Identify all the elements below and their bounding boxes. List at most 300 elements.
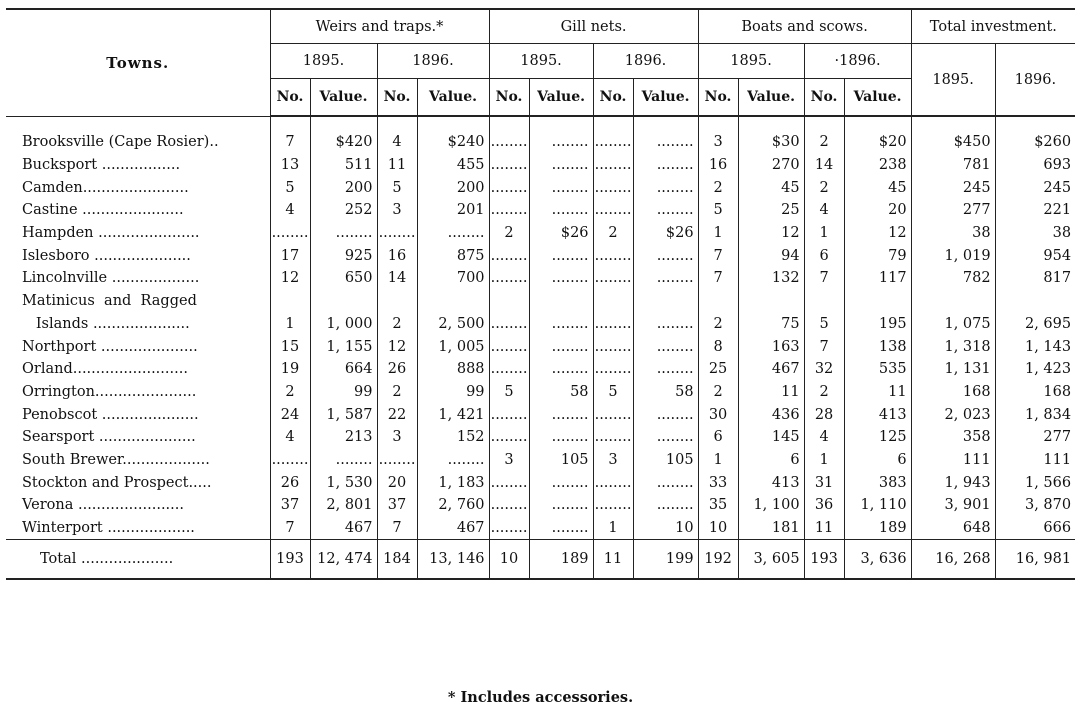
value-header: Value. — [310, 79, 377, 117]
value-cell: ........ — [633, 154, 698, 177]
town-name: Winterport ................... — [6, 517, 270, 540]
count-cell: ........ — [593, 154, 633, 177]
total-row — [6, 540, 1075, 580]
value-cell: 817 — [1043, 270, 1072, 287]
count-cell: 32 — [804, 358, 844, 381]
value-cell: ........ — [529, 494, 593, 517]
town-name: Castine ...................... — [6, 199, 270, 222]
value-cell: $260 — [1034, 134, 1072, 151]
value-cell: 1, 019 — [911, 244, 995, 267]
table-row — [6, 267, 1075, 290]
value-cell: 163 — [738, 335, 804, 358]
count-cell: 5 — [270, 176, 310, 199]
total-investment-header: Total investment. — [911, 9, 1075, 44]
count-cell: ........ — [489, 426, 529, 449]
value-cell: ........ — [633, 244, 698, 267]
value-cell: 13, 146 — [417, 540, 489, 580]
value-cell: 648 — [911, 517, 995, 540]
weirs-1895-header: 1895. — [270, 44, 377, 79]
count-cell: 1 — [804, 222, 844, 245]
town-name: South Brewer................... — [6, 449, 270, 472]
value-cell: 1, 100 — [738, 494, 804, 517]
town-name: Searsport ..................... — [6, 426, 270, 449]
value-cell: 888 — [417, 358, 489, 381]
count-cell: ........ — [489, 154, 529, 177]
town-name: Penobscot ..................... — [6, 403, 270, 426]
gill-1896-header: 1896. — [593, 44, 698, 79]
value-cell: 1, 005 — [417, 335, 489, 358]
value-cell: 1, 318 — [911, 335, 995, 358]
value-cell: 45 — [844, 176, 911, 199]
town-name: Islands ..................... — [6, 313, 270, 336]
value-cell: 1, 943 — [911, 471, 995, 494]
weirs-header: Weirs and traps.* — [270, 9, 489, 44]
count-cell: 25 — [698, 358, 738, 381]
count-cell — [270, 290, 310, 313]
gill-1895-header: 1895. — [489, 44, 593, 79]
value-cell: 200 — [310, 176, 377, 199]
value-cell: ........ — [529, 426, 593, 449]
count-cell: ........ — [489, 267, 529, 290]
count-cell: ........ — [489, 131, 529, 154]
table-row — [6, 131, 1075, 154]
count-cell: 3 — [698, 131, 738, 154]
count-cell: ........ — [377, 449, 417, 472]
count-cell: 2 — [804, 131, 844, 154]
count-cell: 24 — [270, 403, 310, 426]
total-1895-header: 1895. — [911, 44, 995, 117]
count-cell: 4 — [270, 426, 310, 449]
count-cell: 5 — [377, 176, 417, 199]
count-cell: 7 — [804, 267, 844, 290]
table-row — [6, 222, 1075, 245]
value-cell: 20 — [844, 199, 911, 222]
value-cell: 664 — [310, 358, 377, 381]
count-cell: 1 — [593, 517, 633, 540]
value-cell: ........ — [310, 449, 377, 472]
count-cell: 11 — [804, 517, 844, 540]
table-row — [6, 381, 1075, 404]
table-row — [6, 517, 1075, 540]
town-name: Islesboro ..................... — [6, 244, 270, 267]
value-cell: $26 — [633, 222, 698, 245]
count-cell: 3 — [593, 449, 633, 472]
value-cell: 10 — [633, 517, 698, 540]
value-cell: 383 — [844, 471, 911, 494]
count-cell: 37 — [270, 494, 310, 517]
count-cell: ........ — [489, 335, 529, 358]
count-cell: 4 — [377, 131, 417, 154]
value-cell: ........ — [529, 335, 593, 358]
value-cell: 3, 901 — [911, 494, 995, 517]
count-cell: 6 — [698, 426, 738, 449]
count-cell: 7 — [270, 131, 310, 154]
count-cell: 19 — [270, 358, 310, 381]
count-cell — [698, 290, 738, 313]
value-cell: 132 — [738, 267, 804, 290]
value-cell: 467 — [417, 517, 489, 540]
boats-1895-header: 1895. — [698, 44, 804, 79]
town-name: Matinicus and Ragged — [6, 290, 270, 313]
count-cell: 26 — [377, 358, 417, 381]
value-cell: 954 — [1043, 247, 1072, 264]
count-cell: 14 — [377, 267, 417, 290]
value-cell: 94 — [738, 244, 804, 267]
count-cell: 2 — [698, 176, 738, 199]
value-cell: 413 — [844, 403, 911, 426]
value-cell: $450 — [911, 131, 995, 154]
value-cell: 11 — [844, 381, 911, 404]
count-cell: 2 — [270, 381, 310, 404]
value-cell: ........ — [529, 471, 593, 494]
count-cell: 7 — [270, 517, 310, 540]
town-name: Brooksville (Cape Rosier).. — [6, 131, 270, 154]
spacer-row — [6, 116, 1075, 131]
value-cell: 467 — [738, 358, 804, 381]
town-name: Lincolnville ................... — [6, 267, 270, 290]
value-cell: 145 — [738, 426, 804, 449]
no-header: No. — [593, 79, 633, 117]
value-cell: 358 — [911, 426, 995, 449]
value-cell: 925 — [310, 244, 377, 267]
count-cell: 10 — [489, 540, 529, 580]
value-cell: ........ — [529, 176, 593, 199]
value-cell: ........ — [529, 403, 593, 426]
value-cell: ........ — [529, 517, 593, 540]
count-cell: ........ — [489, 244, 529, 267]
value-cell: 58 — [633, 381, 698, 404]
count-cell: 22 — [377, 403, 417, 426]
count-cell: 8 — [698, 335, 738, 358]
value-cell: ........ — [529, 358, 593, 381]
value-cell: 1, 143 — [1024, 338, 1072, 355]
value-cell: 238 — [844, 154, 911, 177]
value-cell — [911, 290, 995, 313]
value-cell: 1, 155 — [310, 335, 377, 358]
value-cell: ........ — [529, 313, 593, 336]
value-cell: 105 — [529, 449, 593, 472]
value-cell: 2, 760 — [417, 494, 489, 517]
value-cell: 221 — [1043, 202, 1072, 219]
count-cell: 26 — [270, 471, 310, 494]
value-cell: 195 — [844, 313, 911, 336]
value-cell: 16, 268 — [911, 540, 995, 580]
table-row — [6, 176, 1075, 199]
value-cell: 38 — [1052, 225, 1072, 242]
value-cell: 152 — [417, 426, 489, 449]
value-cell: 2, 023 — [911, 403, 995, 426]
value-cell: 189 — [529, 540, 593, 580]
no-header: No. — [377, 79, 417, 117]
table-row — [6, 335, 1075, 358]
value-cell: 105 — [633, 449, 698, 472]
table-wrapper — [6, 8, 1075, 580]
value-cell — [529, 290, 593, 313]
weirs-1896-header: 1896. — [377, 44, 489, 79]
value-cell: 99 — [417, 381, 489, 404]
value-cell: 270 — [738, 154, 804, 177]
boats-1896-header: ·1896. — [804, 44, 911, 79]
value-cell: $20 — [844, 131, 911, 154]
town-name: Orrington...................... — [6, 381, 270, 404]
count-cell: 16 — [377, 244, 417, 267]
table-row — [6, 199, 1075, 222]
value-cell: 1, 587 — [310, 403, 377, 426]
count-cell: ........ — [377, 222, 417, 245]
no-header: No. — [804, 79, 844, 117]
value-cell: 511 — [310, 154, 377, 177]
count-cell: 11 — [593, 540, 633, 580]
value-cell: 38 — [911, 222, 995, 245]
count-cell: ........ — [593, 335, 633, 358]
count-cell: ........ — [593, 176, 633, 199]
value-cell: ........ — [633, 199, 698, 222]
value-cell: 16, 981 — [995, 540, 1075, 580]
count-cell: 11 — [377, 154, 417, 177]
count-cell: ........ — [489, 176, 529, 199]
count-cell: ........ — [489, 471, 529, 494]
value-cell: 138 — [844, 335, 911, 358]
value-cell: 6 — [738, 449, 804, 472]
table-row — [6, 154, 1075, 177]
count-cell: 28 — [804, 403, 844, 426]
count-cell: ........ — [593, 267, 633, 290]
value-cell: ........ — [417, 449, 489, 472]
value-cell: 1, 834 — [1024, 406, 1072, 423]
count-cell: ........ — [489, 358, 529, 381]
value-cell: 3, 636 — [844, 540, 911, 580]
count-cell — [593, 290, 633, 313]
value-cell: ........ — [633, 267, 698, 290]
value-cell: 1, 423 — [1024, 361, 1072, 378]
value-header: Value. — [633, 79, 698, 117]
value-header: Value. — [844, 79, 911, 117]
value-cell: 245 — [1043, 179, 1072, 196]
value-cell: 1, 000 — [310, 313, 377, 336]
count-cell: 7 — [698, 244, 738, 267]
table-row — [6, 449, 1075, 472]
value-cell: 3, 605 — [738, 540, 804, 580]
value-cell: ........ — [417, 222, 489, 245]
table-row — [6, 313, 1075, 336]
value-cell: 111 — [911, 449, 995, 472]
value-cell: $30 — [738, 131, 804, 154]
count-cell: 3 — [377, 199, 417, 222]
count-cell: 12 — [377, 335, 417, 358]
count-cell: 193 — [270, 540, 310, 580]
count-cell: 16 — [698, 154, 738, 177]
count-cell: 5 — [593, 381, 633, 404]
no-header: No. — [489, 79, 529, 117]
count-cell: ........ — [593, 471, 633, 494]
value-cell: 213 — [310, 426, 377, 449]
value-cell: $240 — [417, 131, 489, 154]
value-cell: 1, 131 — [911, 358, 995, 381]
count-cell: ........ — [489, 494, 529, 517]
count-cell: 2 — [377, 313, 417, 336]
towns-header: Towns. — [6, 9, 270, 116]
count-cell: 184 — [377, 540, 417, 580]
value-cell: ........ — [529, 131, 593, 154]
count-cell: 10 — [698, 517, 738, 540]
value-cell: $26 — [529, 222, 593, 245]
count-cell: 7 — [804, 335, 844, 358]
value-cell: 782 — [911, 267, 995, 290]
value-cell: 875 — [417, 244, 489, 267]
value-cell: 199 — [633, 540, 698, 580]
count-cell: 15 — [270, 335, 310, 358]
value-cell: 1, 530 — [310, 471, 377, 494]
count-cell: 6 — [804, 244, 844, 267]
value-cell: 277 — [1043, 429, 1072, 446]
count-cell: 5 — [804, 313, 844, 336]
value-cell: 2, 695 — [1024, 315, 1072, 332]
value-cell: ........ — [633, 313, 698, 336]
value-cell: 11 — [738, 381, 804, 404]
value-cell: ........ — [529, 267, 593, 290]
value-cell: 12 — [844, 222, 911, 245]
count-cell: 2 — [804, 176, 844, 199]
value-cell: 1, 183 — [417, 471, 489, 494]
value-cell: 75 — [738, 313, 804, 336]
count-cell: 193 — [804, 540, 844, 580]
value-cell: 168 — [1043, 383, 1072, 400]
count-cell: 3 — [489, 449, 529, 472]
value-cell: 700 — [417, 267, 489, 290]
count-cell: 30 — [698, 403, 738, 426]
table-row — [6, 244, 1075, 267]
value-cell: 99 — [310, 381, 377, 404]
value-cell — [633, 290, 698, 313]
count-cell: 192 — [698, 540, 738, 580]
count-cell: 12 — [270, 267, 310, 290]
count-cell: 2 — [593, 222, 633, 245]
value-cell: $420 — [310, 131, 377, 154]
gill-nets-header: Gill nets. — [489, 9, 698, 44]
no-header: No. — [698, 79, 738, 117]
count-cell: ........ — [593, 313, 633, 336]
value-cell: 181 — [738, 517, 804, 540]
value-cell: 200 — [417, 176, 489, 199]
count-cell: 31 — [804, 471, 844, 494]
count-cell: 36 — [804, 494, 844, 517]
value-cell: 535 — [844, 358, 911, 381]
value-cell: 79 — [844, 244, 911, 267]
value-cell: ........ — [633, 403, 698, 426]
table-body — [6, 116, 1075, 579]
value-cell: 189 — [844, 517, 911, 540]
count-cell: 2 — [804, 381, 844, 404]
value-cell: ........ — [310, 222, 377, 245]
value-cell: 2, 500 — [417, 313, 489, 336]
value-cell: 436 — [738, 403, 804, 426]
count-cell: ........ — [593, 426, 633, 449]
count-cell: 1 — [804, 449, 844, 472]
count-cell: 7 — [377, 517, 417, 540]
town-name: Hampden ...................... — [6, 222, 270, 245]
count-cell: ........ — [489, 403, 529, 426]
count-cell: ........ — [593, 403, 633, 426]
table-row — [6, 290, 1075, 313]
count-cell — [804, 290, 844, 313]
value-cell: ........ — [633, 335, 698, 358]
count-cell — [489, 290, 529, 313]
table-row — [6, 403, 1075, 426]
value-cell: ........ — [633, 131, 698, 154]
value-header: Value. — [738, 79, 804, 117]
count-cell: 4 — [804, 199, 844, 222]
count-cell: 2 — [489, 222, 529, 245]
value-cell — [995, 290, 1075, 313]
count-cell: ........ — [489, 199, 529, 222]
count-cell: 5 — [489, 381, 529, 404]
value-cell: 277 — [911, 199, 995, 222]
value-cell: 781 — [911, 154, 995, 177]
value-cell: 2, 801 — [310, 494, 377, 517]
count-cell: 2 — [377, 381, 417, 404]
count-cell: ........ — [270, 222, 310, 245]
town-name: Orland......................... — [6, 358, 270, 381]
total-1896-header: 1896. — [995, 44, 1075, 117]
count-cell: 33 — [698, 471, 738, 494]
value-cell: 1, 110 — [844, 494, 911, 517]
value-cell: 111 — [1043, 451, 1072, 468]
value-cell: 45 — [738, 176, 804, 199]
town-name: Stockton and Prospect..... — [6, 471, 270, 494]
town-name: Verona ....................... — [6, 494, 270, 517]
value-header: Value. — [417, 79, 489, 117]
count-cell: 7 — [698, 267, 738, 290]
count-cell: 37 — [377, 494, 417, 517]
count-cell — [377, 290, 417, 313]
value-cell: 1, 075 — [911, 313, 995, 336]
value-cell: 467 — [310, 517, 377, 540]
value-cell: 12, 474 — [310, 540, 377, 580]
value-cell: ........ — [529, 199, 593, 222]
value-cell — [417, 290, 489, 313]
value-cell: ........ — [529, 244, 593, 267]
value-cell: ........ — [633, 494, 698, 517]
value-cell: ........ — [633, 426, 698, 449]
value-cell — [738, 290, 804, 313]
value-cell: 650 — [310, 267, 377, 290]
count-cell: 14 — [804, 154, 844, 177]
value-cell: 245 — [911, 176, 995, 199]
count-cell: ........ — [593, 358, 633, 381]
count-cell: ........ — [593, 131, 633, 154]
count-cell: ........ — [489, 517, 529, 540]
value-cell: ........ — [633, 358, 698, 381]
value-cell: 168 — [911, 381, 995, 404]
boats-header: Boats and scows. — [698, 9, 911, 44]
value-cell: 117 — [844, 267, 911, 290]
value-cell: 125 — [844, 426, 911, 449]
value-cell: 693 — [1043, 157, 1072, 174]
town-name: Northport ..................... — [6, 335, 270, 358]
value-cell: 6 — [844, 449, 911, 472]
town-name: Bucksport ................. — [6, 154, 270, 177]
no-header: No. — [270, 79, 310, 117]
count-cell: ........ — [593, 494, 633, 517]
value-cell — [844, 290, 911, 313]
value-cell: 25 — [738, 199, 804, 222]
count-cell: ........ — [489, 313, 529, 336]
footnote: * Includes accessories. — [447, 689, 634, 706]
value-cell — [310, 290, 377, 313]
count-cell: 5 — [698, 199, 738, 222]
value-cell: 666 — [1043, 520, 1072, 537]
value-cell: ........ — [529, 154, 593, 177]
